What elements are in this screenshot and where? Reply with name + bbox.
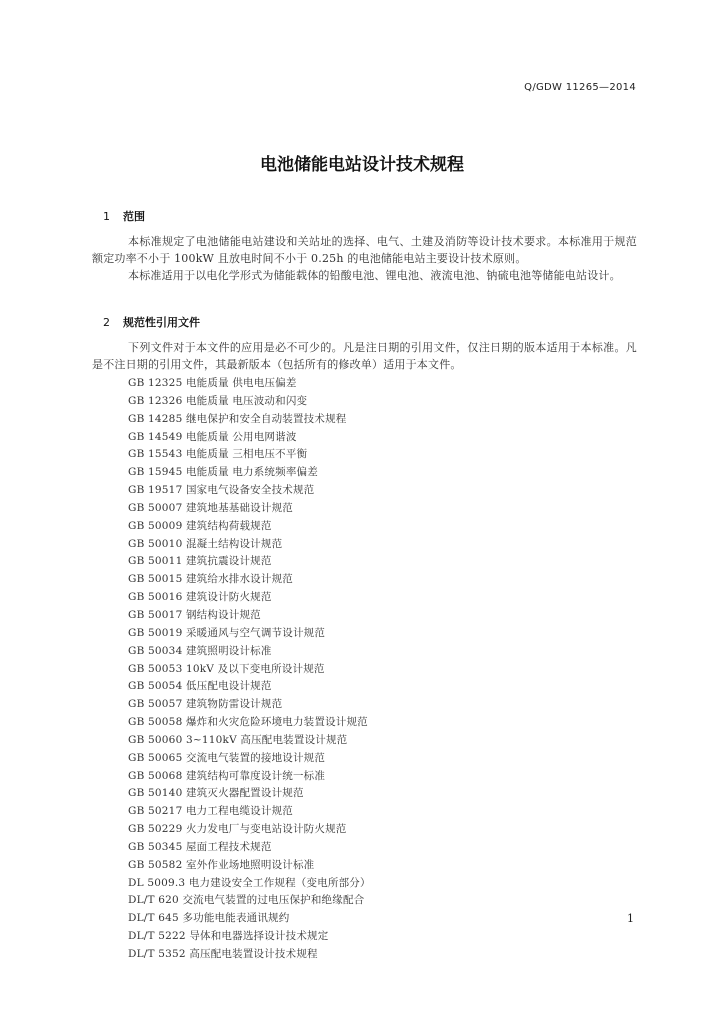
reference-item: GB 50140 建筑灭火器配置设计规范	[128, 787, 304, 800]
reference-item: GB 12326 电能质量 电压波动和闪变	[128, 394, 308, 407]
reference-item: GB 50054 低压配电设计规范	[128, 680, 272, 693]
reference-item: GB 50010 混凝土结构设计规范	[128, 537, 283, 550]
reference-item: DL/T 645 多功能电能表通讯规约	[128, 912, 290, 925]
scope-paragraph-2: 本标准适用于以电化学形式为储能载体的铅酸电池、锂电池、液流电池、钠硫电池等储能电站设计。	[128, 269, 621, 282]
reference-item: GB 14285 继电保护和安全自动装置技术规程	[128, 412, 347, 425]
reference-item: GB 50019 采暖通风与空气调节设计规范	[128, 626, 326, 639]
reference-item: GB 50229 火力发电厂与变电站设计防火规范	[128, 823, 347, 836]
section-title: 范围	[123, 210, 145, 223]
page-number: 1	[627, 912, 634, 925]
reference-item: GB 50016 建筑设计防火规范	[128, 591, 272, 604]
section-number: 1	[103, 210, 110, 223]
reference-item: GB 50007 建筑地基基础设计规范	[128, 501, 293, 514]
reference-item: GB 50345 屋面工程技术规范	[128, 840, 272, 853]
section-number: 2	[103, 316, 110, 329]
reference-item: GB 50015 建筑给水排水设计规范	[128, 573, 293, 586]
reference-item: DL/T 5222 导体和电器选择设计技术规定	[128, 930, 329, 943]
reference-item: GB 50017 钢结构设计规范	[128, 608, 261, 621]
section-heading-scope	[103, 208, 145, 224]
reference-item: GB 15945 电能质量 电力系统频率偏差	[128, 466, 318, 479]
reference-item: GB 50058 爆炸和火灾危险环境电力装置设计规范	[128, 716, 368, 729]
reference-item: GB 19517 国家电气设备安全技术规范	[128, 484, 315, 497]
reference-item: GB 50057 建筑物防雷设计规范	[128, 698, 283, 711]
reference-item: GB 14549 电能质量 公用电网谐波	[128, 430, 297, 443]
section-heading-references	[103, 314, 200, 330]
reference-item: GB 50582 室外作业场地照明设计标准	[128, 858, 315, 871]
reference-item: DL/T 620 交流电气装置的过电压保护和绝缘配合	[128, 894, 365, 907]
document-code: Q/GDW 11265—2014	[524, 82, 636, 93]
references-intro-paragraph: 下列文件对于本文件的应用是必不可少的。凡是注日期的引用文件，仅注日期的版本适用于本标准。凡是不注日期的引用文件，其最新版本（包括所有的修改单）适用于本文件。	[92, 341, 637, 371]
reference-item: GB 50009 建筑结构荷载规范	[128, 519, 272, 532]
reference-item: GB 50068 建筑结构可靠度设计统一标准	[128, 769, 326, 782]
reference-item: GB 15543 电能质量 三相电压不平衡	[128, 448, 308, 461]
reference-item: GB 50217 电力工程电缆设计规范	[128, 805, 293, 818]
reference-item: GB 50011 建筑抗震设计规范	[128, 555, 272, 568]
reference-item: GB 50065 交流电气装置的接地设计规范	[128, 751, 326, 764]
scope-paragraph-1: 本标准规定了电池储能电站建设和关站址的选择、电气、土建及消防等设计技术要求。本标准用于规范额定功率不小于 100kW 且放电时间不小于 0.25h 的电池储能电站主要设计技术原则。	[92, 235, 637, 265]
document-title: 电池储能电站设计技术规程	[260, 155, 464, 175]
reference-item: GB 50034 建筑照明设计标准	[128, 644, 272, 657]
reference-item: GB 50060 3~110kV 高压配电装置设计规范	[128, 733, 348, 746]
reference-item: DL/T 5352 高压配电装置设计技术规程	[128, 948, 318, 960]
normative-references-list	[128, 375, 371, 964]
section-title: 规范性引用文件	[123, 316, 200, 329]
reference-item: GB 50053 10kV 及以下变电所设计规范	[128, 662, 325, 675]
reference-item: GB 12325 电能质量 供电电压偏差	[128, 377, 297, 389]
reference-item: DL 5009.3 电力建设安全工作规程（变电所部分）	[128, 876, 371, 889]
